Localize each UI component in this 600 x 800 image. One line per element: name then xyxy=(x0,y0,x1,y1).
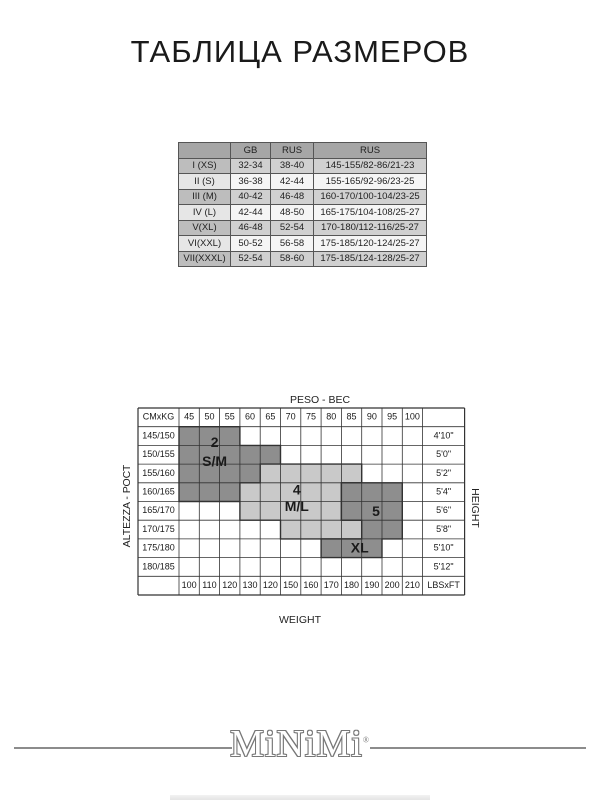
kg-tick-label: 75 xyxy=(305,411,316,422)
ft-tick-label: 5'4" xyxy=(436,486,452,497)
table-cell: 58-60 xyxy=(271,251,314,267)
table-cell: II (S) xyxy=(179,174,231,190)
kg-tick-label: 60 xyxy=(245,411,256,422)
table-cell: VI(XXL) xyxy=(179,236,231,252)
table-cell: 46-48 xyxy=(231,220,271,236)
kg-tick-label: 55 xyxy=(224,411,235,422)
weight-axis-label-top: PESO - ВЕС xyxy=(289,394,351,406)
weight-axis-label-bottom: WEIGHT xyxy=(279,614,321,626)
table-cell: 170-180/112-116/25-27 xyxy=(314,220,427,236)
cm-tick-label: 155/160 xyxy=(142,467,175,478)
table-cell: VII(XXXL) xyxy=(179,251,231,267)
kg-tick-label: 70 xyxy=(285,411,296,422)
footer-divider-left xyxy=(14,747,232,749)
kg-tick-label: 45 xyxy=(184,411,195,422)
ft-tick-label: 5'6" xyxy=(436,505,452,516)
cm-tick-label: 170/175 xyxy=(142,523,175,534)
table-cell: 160-170/100-104/23-25 xyxy=(314,189,427,205)
cm-tick-label: 175/180 xyxy=(142,542,175,553)
table-cell: 145-155/82-86/21-23 xyxy=(314,158,427,174)
table-cell: 175-185/120-124/25-27 xyxy=(314,236,427,252)
lbs-tick-label: 130 xyxy=(242,580,258,591)
ft-tick-label: 5'2" xyxy=(436,467,452,478)
lbs-tick-label: 180 xyxy=(344,580,360,591)
kg-tick-label: 100 xyxy=(404,411,420,422)
table-cell: 32-34 xyxy=(231,158,271,174)
ft-tick-label: 5'0" xyxy=(436,449,452,460)
kg-tick-label: 50 xyxy=(204,411,215,422)
table-cell: 42-44 xyxy=(231,205,271,221)
height-axis-label-right: HEIGHT xyxy=(469,488,481,528)
page-title: ТАБЛИЦА РАЗМЕРОВ xyxy=(130,34,470,69)
table-cell: IV (L) xyxy=(179,205,231,221)
size-table-header-cell: RUS xyxy=(271,143,314,159)
ft-tick-label: 5'8" xyxy=(436,523,452,534)
corner-label-bottom: LBSxFT xyxy=(427,580,460,591)
height-axis-label-left: ALTEZZA - РОСТ xyxy=(121,464,133,548)
kg-tick-label: 80 xyxy=(326,411,337,422)
registered-mark: ® xyxy=(362,735,370,745)
kg-tick-label: 85 xyxy=(346,411,357,422)
size-table-header-cell: RUS xyxy=(314,143,427,159)
table-cell: 38-40 xyxy=(271,158,314,174)
cm-tick-label: 150/155 xyxy=(142,449,175,460)
kg-tick-label: 65 xyxy=(265,411,276,422)
cm-tick-label: 165/170 xyxy=(142,505,175,516)
table-cell: V(XL) xyxy=(179,220,231,236)
lbs-tick-label: 200 xyxy=(384,580,400,591)
footer-divider-right xyxy=(370,747,586,749)
cm-tick-label: 160/165 xyxy=(142,486,175,497)
ft-tick-label: 5'12" xyxy=(433,561,454,572)
bottom-bar xyxy=(170,795,430,800)
kg-tick-label: 90 xyxy=(366,411,377,422)
lbs-tick-label: 110 xyxy=(202,580,217,591)
table-cell: 50-52 xyxy=(231,236,271,252)
ft-tick-label: 5'10" xyxy=(433,542,454,553)
ft-tick-label: 4'10" xyxy=(433,430,454,441)
lbs-tick-label: 120 xyxy=(222,580,238,591)
zone-2-number: 2 xyxy=(210,434,219,451)
brand-logo-text: MiNiMi xyxy=(230,723,363,765)
table-cell: I (XS) xyxy=(179,158,231,174)
zone-4-size: M/L xyxy=(284,498,309,515)
lbs-tick-label: 170 xyxy=(323,580,339,591)
cm-tick-label: 180/185 xyxy=(142,561,175,572)
lbs-tick-label: 120 xyxy=(262,580,278,591)
zone-4-number: 4 xyxy=(292,481,301,498)
table-cell: 155-165/92-96/23-25 xyxy=(314,174,427,190)
table-cell: 52-54 xyxy=(271,220,314,236)
kg-tick-label: 95 xyxy=(387,411,398,422)
table-cell: 36-38 xyxy=(231,174,271,190)
corner-label-top: CMxKG xyxy=(142,411,175,422)
table-cell: 56-58 xyxy=(271,236,314,252)
table-cell: 165-175/104-108/25-27 xyxy=(314,205,427,221)
lbs-tick-label: 100 xyxy=(181,580,197,591)
lbs-tick-label: 190 xyxy=(364,580,380,591)
table-cell: 175-185/124-128/25-27 xyxy=(314,251,427,267)
size-table-header-cell: GB xyxy=(231,143,271,159)
lbs-tick-label: 210 xyxy=(404,580,420,591)
cm-tick-label: 145/150 xyxy=(142,430,175,441)
table-cell: III (M) xyxy=(179,189,231,205)
lbs-tick-label: 150 xyxy=(283,580,299,591)
zone-2-size: S/M xyxy=(202,452,228,469)
zone-5-size: XL xyxy=(350,539,369,556)
brand-logo xyxy=(230,722,370,766)
table-cell: 48-50 xyxy=(271,205,314,221)
table-cell: 42-44 xyxy=(271,174,314,190)
zone-5-number: 5 xyxy=(372,503,380,520)
lbs-tick-label: 160 xyxy=(303,580,319,591)
table-cell: 40-42 xyxy=(231,189,271,205)
table-cell: 46-48 xyxy=(271,189,314,205)
table-cell: 52-54 xyxy=(231,251,271,267)
